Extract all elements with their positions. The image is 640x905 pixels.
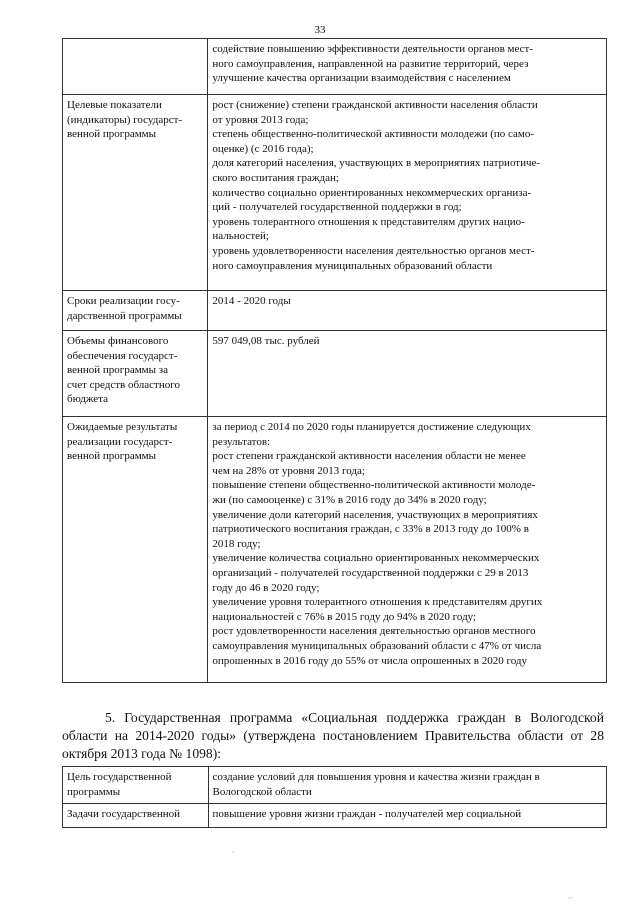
program-passport-table: [62, 38, 607, 683]
row-value-funding: 597 049,08 тыс. рублей: [208, 331, 607, 417]
section-heading: 5. Государственная программа «Социальная поддержка граждан в Вологодской области на 2014-2020 годы» (утверждена постановлением Правительства области от 28 октября 2013 года № 1098):: [62, 710, 604, 761]
scan-mark: ··: [568, 894, 574, 903]
table-row: [63, 804, 607, 828]
table-row: [63, 417, 607, 683]
table-row: [63, 767, 607, 804]
table-row: [63, 291, 607, 331]
row-label-funding: Объемы финансового обеспечения государст- венной программы за счет средств областного бюджета: [63, 331, 208, 417]
row-label-target-indicators: Целевые показатели (индикаторы) государст- венной программы: [63, 95, 208, 291]
table-row: [63, 331, 607, 417]
row-value: содействие повышению эффективности деятельности органов мест- ного самоуправления, направленной на развитие территорий, через улучшение качества организации взаимодействия с населением: [208, 39, 607, 95]
row-value-tasks: повышение уровня жизни граждан - получателей мер социальной: [208, 804, 606, 828]
row-label: [63, 39, 208, 95]
row-value-expected-results: за период с 2014 по 2020 годы планируется достижение следующих результатов: рост степени гражданской активности населения области не менее чем на 28% от уровня 2013 года; повышение степени общественно-политической активности молоде- жи (по самооценке) с 31% в 2016 году до 34% в 2020 году; увеличение доли категорий населения, участвующих в мероприятиях патриотического воспитания граждан, с 33% в 2013 году до 100% в 2018 году; увеличение количества социально ориентированных некоммерческих организаций - получателей государственной поддержки с 29 в 2013 году до 46 в 2020 году; увеличение уровня толерантного отношения к представителям других национальностей с 76% в 2015 году до 94% в 2020 году; рост удовлетворенности населения деятельностью органов местного самоуправления муниципальных образований области с 47% от числа опрошенных в 2016 году до 55% от числа опрошенных в 2020 году: [208, 417, 607, 683]
table-row: [63, 95, 607, 291]
scan-mark: ·: [232, 848, 235, 857]
row-label-expected-results: Ожидаемые результаты реализации государст- венной программы: [63, 417, 208, 683]
row-value-goal: создание условий для повышения уровня и качества жизни граждан в Вологодской области: [208, 767, 606, 804]
page-number: 33: [314, 24, 326, 36]
table-row: [63, 39, 607, 95]
row-value-timeline: 2014 - 2020 годы: [208, 291, 607, 331]
row-label-tasks: Задачи государственной: [63, 804, 209, 828]
social-support-program-table: [62, 766, 607, 828]
row-label-timeline: Сроки реализации госу- дарственной программы: [63, 291, 208, 331]
row-value-target-indicators: рост (снижение) степени гражданской активности населения области от уровня 2013 года; степень общественно-политической активности молодежи (по само- оценке) (с 2016 года); доля категорий населения, участвующих в мероприятиях патриотиче- ского воспитания граждан; количество социально ориентированных некоммерческих организа- ций - получателей государственной поддержки в год; уровень толерантного отношения к представителям других нацио- нальностей; уровень удовлетворенности населения деятельностью органов мест- ного самоуправления муниципальных образований области: [208, 95, 607, 291]
row-label-goal: Цель государственной программы: [63, 767, 209, 804]
